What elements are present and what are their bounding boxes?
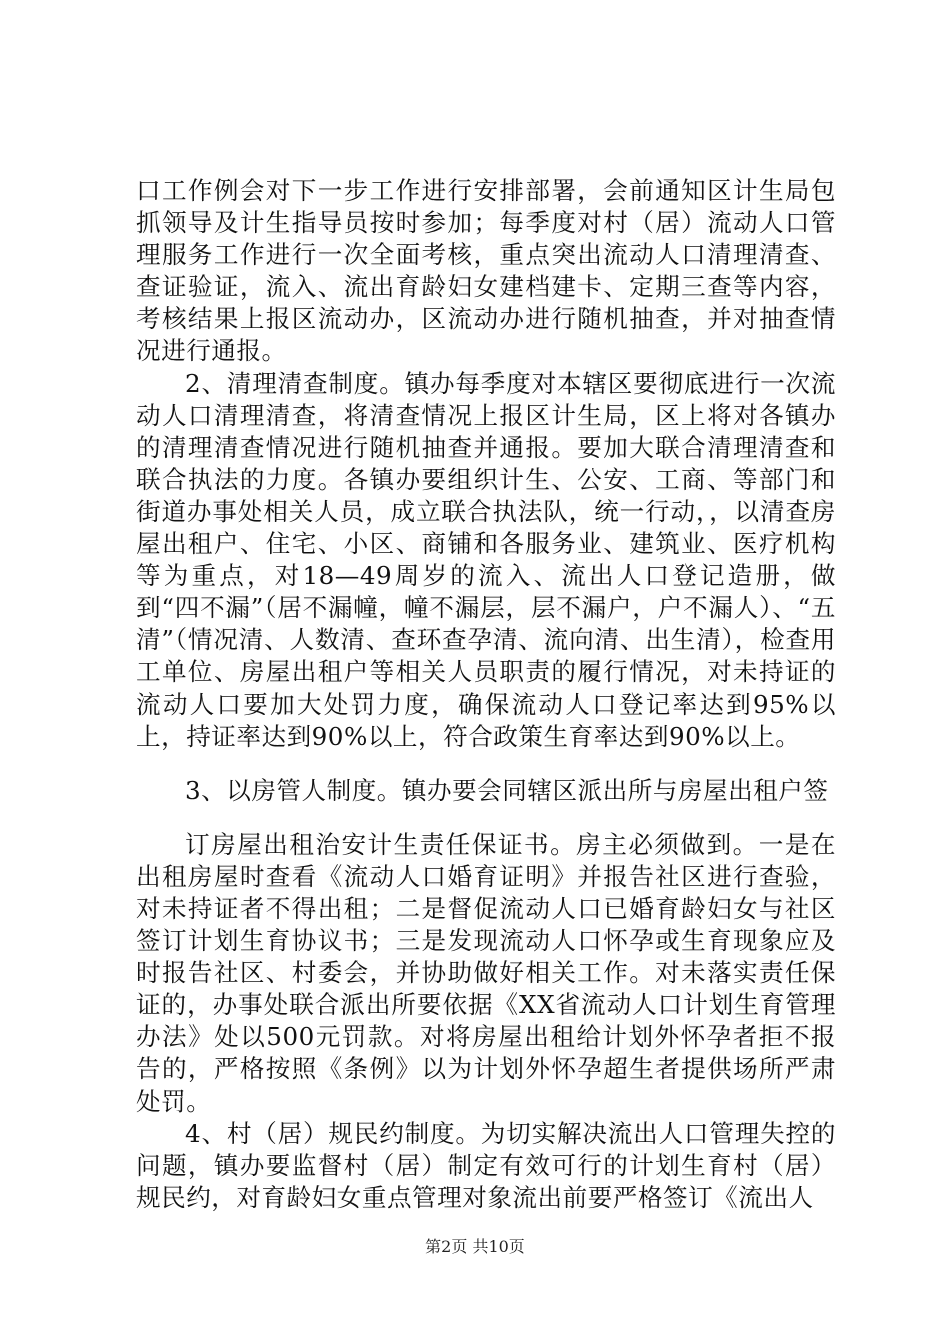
paragraph-cleanup-system: 2、清理清查制度。镇办每季度对本辖区要彻底进行一次流动人口清理清查，将清查情况上报区计生局，区上将对各镇办的清理清查情况进行随机抽查并通报。要加大联合清理清查和联合执法的力度。各镇办要组织计生、公安、工商、等部门和街道办事处相关人员，成立联合执法队，统一行动，，以清查房屋出租户、住宅、小区、商铺和各服务业、建筑业、医疗机构等为重点，对18—49周岁的流入、流出人口登记造册，做到“四不漏”（居不漏幢，幢不漏层，层不漏户，户不漏人）、“五清”（情况清、人数清、查环查孕清、流向清、出生清），检查用工单位、房屋出租户等相关人员职责的履行情况，对未持证的流动人口要加大处罚力度，确保流动人口登记率达到95%以上，持证率达到90%以上，符合政策生育率达到90%以上。 xyxy=(136,368,836,751)
paragraph-village-rules: 4、村（居）规民约制度。为切实解决流出人口管理失控的问题，镇办要监督村（居）制定有效可行的计划生育村（居）规民约，对育龄妇女重点管理对象流出前要严格签订《流出人 xyxy=(136,1118,836,1212)
paragraph-housing-system-continued: 订房屋出租治安计生责任保证书。房主必须做到。一是在出租房屋时查看《流动人口婚育证明》并报告社区进行查验，对未持证者不得出租；二是督促流动人口已婚育龄妇女与社区签订计划生育协议书；三是发现流动人口怀孕或生育现象应及时报告社区、村委会，并协助做好相关工作。对未落实责任保证的，办事处联合派出所要依据《XX省流动人口计划生育管理办法》处以500元罚款。对将房屋出租给计划外怀孕者拒不报告的，严格按照《条例》以为计划外怀孕超生者提供场所严肃处罚。 xyxy=(136,829,836,1116)
document-body xyxy=(136,175,836,1214)
paragraph-continuation: 口工作例会对下一步工作进行安排部署，会前通知区计生局包抓领导及计生指导员按时参加；每季度对村（居）流动人口管理服务工作进行一次全面考核，重点突出流动人口清理清查、查证验证，流入、流出育龄妇女建档建卡、定期三查等内容，考核结果上报区流动办，区流动办进行随机抽查，并对抽查情况进行通报。 xyxy=(136,176,836,366)
paragraph-housing-system: 3、以房管人制度。镇办要会同辖区派出所与房屋出租户签 xyxy=(185,775,829,805)
page-number-footer: 第2页 共10页 xyxy=(425,1237,525,1256)
